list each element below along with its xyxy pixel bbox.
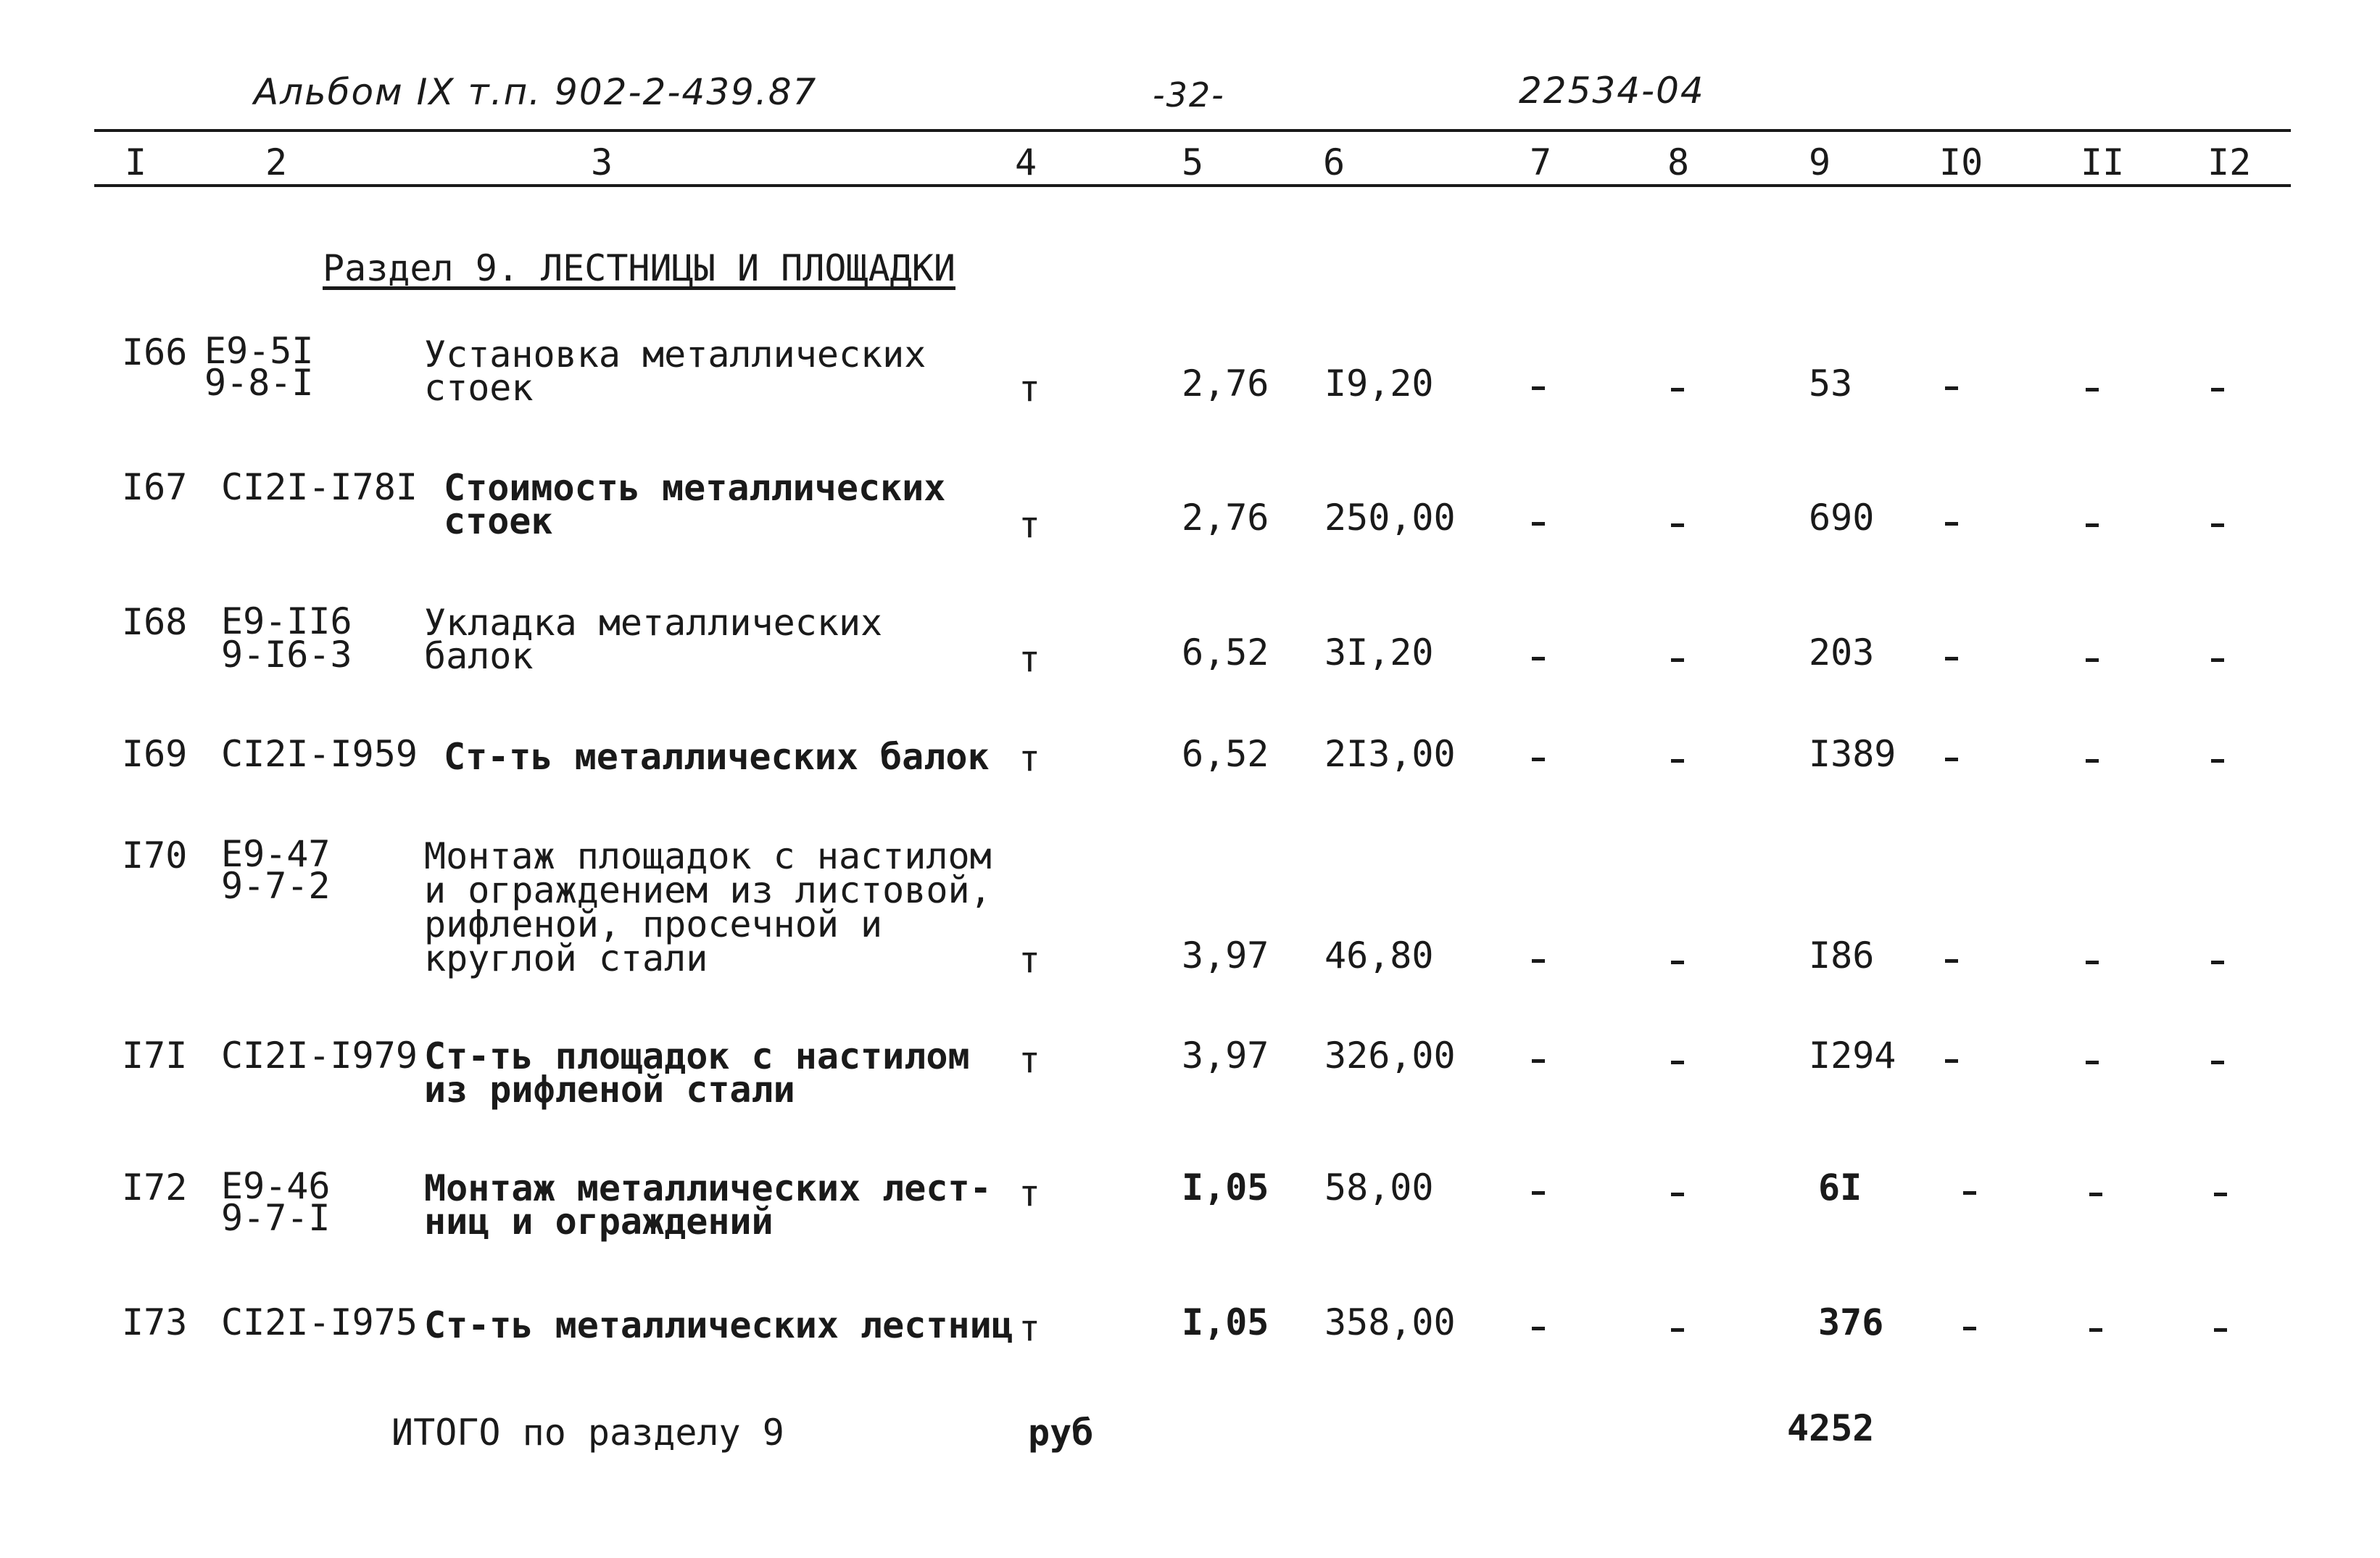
row-col10-dash — [1945, 758, 1958, 761]
header-top-rule — [94, 129, 2291, 132]
row-col7-dash — [1532, 959, 1545, 963]
row-total: 6I — [1818, 1167, 1862, 1209]
row-col12-dash — [2214, 1193, 2227, 1196]
row-price: I9,20 — [1324, 362, 1434, 405]
row-quantity: I,05 — [1182, 1301, 1269, 1343]
row-col7-dash — [1532, 657, 1545, 660]
column-header: I2 — [2207, 141, 2252, 183]
row-col8-dash — [1671, 1328, 1684, 1332]
row-unit: т — [1019, 1307, 1041, 1349]
column-header: 3 — [591, 141, 613, 183]
row-col8-dash — [1671, 523, 1684, 527]
row-col7-dash — [1532, 1327, 1545, 1330]
row-number: I70 — [122, 834, 188, 877]
row-total: I86 — [1809, 935, 1875, 977]
row-quantity: 6,52 — [1182, 631, 1269, 674]
summary-label: ИТОГО по разделу 9 — [391, 1412, 784, 1454]
row-code: Е9-46 9-7-I — [221, 1165, 331, 1239]
row-price: 326,00 — [1324, 1035, 1456, 1077]
column-header: 9 — [1809, 141, 1831, 183]
row-unit: т — [1019, 638, 1041, 680]
column-header: 4 — [1015, 141, 1037, 183]
row-description: Монтаж металлических лест- ниц и ограждений — [424, 1167, 992, 1243]
row-col10-dash — [1945, 959, 1958, 963]
row-unit: т — [1019, 1172, 1041, 1214]
column-header: 7 — [1530, 141, 1552, 183]
row-price: 250,00 — [1324, 497, 1456, 539]
row-col11-dash — [2086, 961, 2099, 964]
row-unit: т — [1019, 1039, 1041, 1081]
row-col7-dash — [1532, 758, 1545, 761]
row-total: 376 — [1818, 1301, 1884, 1343]
row-col8-dash — [1671, 1193, 1684, 1196]
row-code: Е9-47 9-7-2 — [221, 833, 331, 907]
row-code: СI2I-I975 — [221, 1301, 418, 1343]
row-description: Ст-ть металлических балок — [444, 736, 990, 778]
column-header: 5 — [1182, 141, 1204, 183]
row-price: 58,00 — [1324, 1167, 1434, 1209]
row-number: I7I — [122, 1035, 188, 1077]
row-col10-dash — [1963, 1191, 1976, 1195]
row-col10-dash — [1945, 657, 1958, 660]
row-unit: т — [1019, 737, 1041, 779]
row-col11-dash — [2086, 658, 2099, 662]
row-col12-dash — [2211, 961, 2224, 964]
row-col11-dash — [2089, 1193, 2102, 1196]
row-col10-dash — [1945, 522, 1958, 526]
row-quantity: 3,97 — [1182, 935, 1269, 977]
header-bottom-rule — [94, 184, 2291, 187]
row-col12-dash — [2211, 523, 2224, 527]
row-code: Е9-5I 9-8-I — [204, 330, 314, 404]
row-col10-dash — [1945, 386, 1958, 390]
row-price: 3I,20 — [1324, 631, 1434, 674]
row-code: СI2I-I959 — [221, 733, 418, 775]
row-code: СI2I-I78I — [221, 466, 418, 508]
column-header: 2 — [265, 141, 288, 183]
row-col12-dash — [2211, 759, 2224, 763]
summary-total: 4252 — [1787, 1407, 1875, 1449]
row-price: 46,80 — [1324, 935, 1434, 977]
row-col8-dash — [1671, 388, 1684, 391]
row-col8-dash — [1671, 1061, 1684, 1064]
row-total: 690 — [1809, 497, 1875, 539]
row-number: I67 — [122, 466, 188, 508]
row-quantity: 2,76 — [1182, 362, 1269, 405]
row-description: Стоимость металлических стоек — [444, 467, 946, 542]
row-col11-dash — [2086, 1061, 2099, 1064]
row-price: 358,00 — [1324, 1301, 1456, 1343]
column-header: II — [2081, 141, 2125, 183]
summary-unit: руб — [1028, 1412, 1094, 1454]
row-quantity: I,05 — [1182, 1167, 1269, 1209]
row-quantity: 2,76 — [1182, 497, 1269, 539]
row-unit: т — [1019, 939, 1041, 981]
row-total: 203 — [1809, 631, 1875, 674]
row-total: I294 — [1809, 1035, 1896, 1077]
row-col11-dash — [2086, 759, 2099, 763]
page-number: -32- — [1153, 75, 1225, 115]
row-col8-dash — [1671, 961, 1684, 964]
row-col7-dash — [1532, 1191, 1545, 1195]
row-description: Укладка металлических балок — [424, 602, 883, 677]
row-unit: т — [1019, 368, 1041, 410]
row-col7-dash — [1532, 1059, 1545, 1063]
column-header: 6 — [1323, 141, 1346, 183]
row-col12-dash — [2211, 1061, 2224, 1064]
row-col11-dash — [2086, 523, 2099, 527]
row-price: 2I3,00 — [1324, 733, 1456, 775]
row-col12-dash — [2211, 388, 2224, 391]
row-number: I68 — [122, 601, 188, 643]
row-col12-dash — [2214, 1328, 2227, 1332]
row-quantity: 3,97 — [1182, 1035, 1269, 1077]
row-description: Установка металлических стоек — [424, 333, 926, 409]
row-total: 53 — [1809, 362, 1853, 405]
row-total: I389 — [1809, 733, 1896, 775]
column-header: I0 — [1939, 141, 1983, 183]
section-title: Раздел 9. ЛЕСТНИЦЫ И ПЛОЩАДКИ — [323, 247, 955, 289]
row-number: I73 — [122, 1301, 188, 1343]
row-code: Е9-II6 9-I6-3 — [221, 600, 352, 676]
column-header: I — [125, 141, 147, 183]
document-code: 22534-04 — [1519, 70, 1705, 112]
row-col8-dash — [1671, 658, 1684, 662]
column-header: 8 — [1667, 141, 1690, 183]
row-col10-dash — [1945, 1059, 1958, 1063]
album-reference: Альбом IX т.п. 902-2-439.87 — [254, 71, 818, 113]
row-col7-dash — [1532, 522, 1545, 526]
row-number: I72 — [122, 1167, 188, 1209]
row-col12-dash — [2211, 658, 2224, 662]
row-description: Ст-ть металлических лестниц — [424, 1304, 1013, 1346]
row-col11-dash — [2089, 1328, 2102, 1332]
row-col11-dash — [2086, 388, 2099, 391]
row-description: Монтаж площадок с настилом и ограждением из листовой, рифленой, просечной и круглой стали — [424, 835, 992, 979]
row-description: Ст-ть площадок с настилом из рифленой стали — [424, 1035, 970, 1111]
row-col7-dash — [1532, 386, 1545, 390]
row-quantity: 6,52 — [1182, 733, 1269, 775]
row-col10-dash — [1963, 1327, 1976, 1330]
row-number: I69 — [122, 733, 188, 775]
row-unit: т — [1019, 504, 1041, 546]
row-col8-dash — [1671, 759, 1684, 763]
row-number: I66 — [122, 331, 188, 373]
row-code: СI2I-I979 — [221, 1035, 418, 1077]
